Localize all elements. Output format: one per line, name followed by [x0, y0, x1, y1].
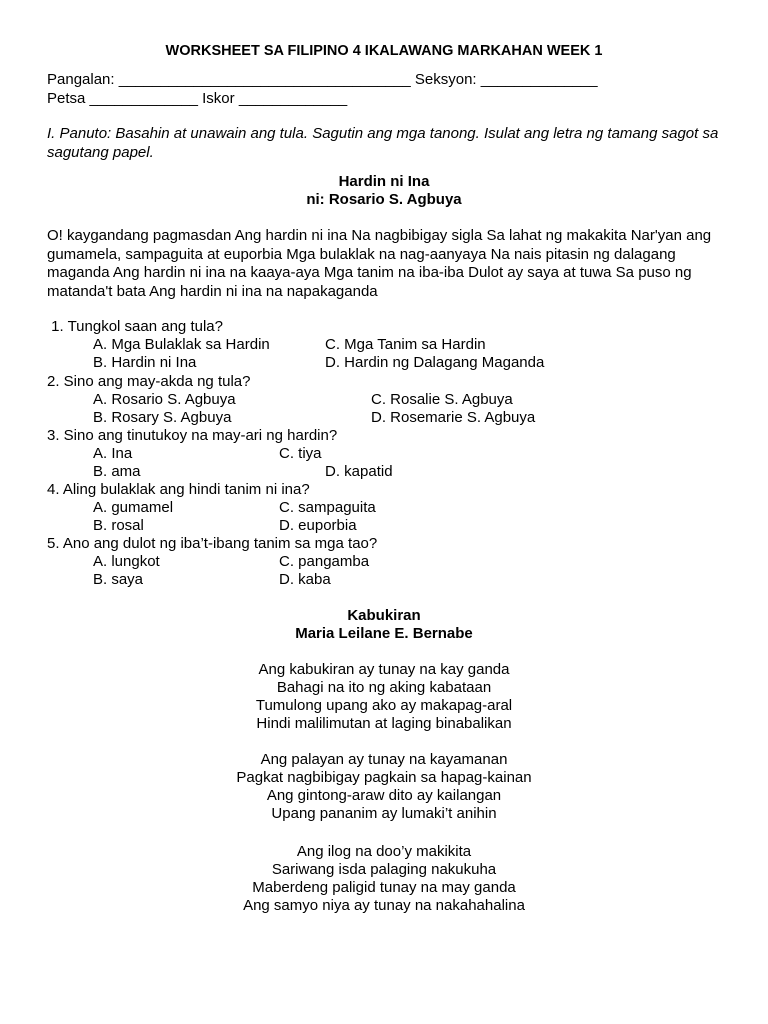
worksheet-title: WORKSHEET SA FILIPINO 4 IKALAWANG MARKAHAN WEEK 1	[165, 43, 603, 59]
q4-option-b: B. rosal	[93, 517, 144, 534]
poem2-line: Ang gintong-araw dito ay kailangan	[266, 787, 502, 804]
instructions: I. Panuto: Basahin at unawain ang tula. Sagutin ang mga tanong. Isulat ang letra ng tamang sagot sa sagutang papel.	[47, 125, 719, 161]
q4-option-c: C. sampaguita	[279, 499, 376, 516]
q5-option-d: D. kaba	[279, 571, 331, 588]
q3-option-c: C. tiya	[279, 445, 322, 462]
q5-option-b: B. saya	[93, 571, 144, 588]
q4-option-d: D. euporbia	[279, 517, 357, 534]
q4-option-a: A. gumamel	[93, 499, 174, 516]
poem2-line: Pagkat nagbibigay pagkain sa hapag-kainan	[236, 769, 532, 786]
poem2-line: Maberdeng paligid tunay na may ganda	[252, 879, 516, 896]
date-score-line: Petsa _____________ Iskor _____________	[47, 90, 348, 107]
poem2-line: Hindi malilimutan at laging binabalikan	[256, 715, 512, 732]
poem2-title: Kabukiran	[347, 607, 421, 624]
q2-option-b: B. Rosary S. Agbuya	[93, 409, 232, 426]
q3-option-a: A. Ina	[93, 445, 133, 462]
poem1-text: O! kaygandang pagmasdan Ang hardin ni ina Na nagbibigay sigla Sa lahat ng makakita Nar'yan ang gumamela, sampaguita at euporbia Mga bulaklak na nag-aanyaya Na nais pitasin ng dalagang maganda Ang hardin ni ina na kaaya-aya Mga tanim na iba-iba Dulot ay saya at tuwa Sa puso ng matanda't bata Ang hardin ni ina na napakaganda	[47, 227, 712, 300]
question-2: 2. Sino ang may-akda ng tula?	[47, 373, 251, 390]
poem1-author: ni: Rosario S. Agbuya	[306, 191, 462, 208]
q5-option-c: C. pangamba	[279, 553, 370, 570]
question-4: 4. Aling bulaklak ang hindi tanim ni ina?	[47, 481, 310, 498]
q5-option-a: A. lungkot	[93, 553, 160, 570]
poem2-line: Ang samyo niya ay tunay na nakahahalina	[243, 897, 525, 914]
question-1: 1. Tungkol saan ang tula?	[47, 318, 223, 335]
poem2-line: Sariwang isda palaging nakukuha	[271, 861, 497, 878]
poem2-line: Ang palayan ay tunay na kayamanan	[260, 751, 508, 768]
poem1-title: Hardin ni Ina	[338, 173, 430, 190]
name-section-line: Pangalan: ___________________________________ Seksyon: ______________	[47, 71, 598, 88]
q1-option-c: C. Mga Tanim sa Hardin	[325, 336, 486, 353]
question-3: 3. Sino ang tinutukoy na may-ari ng hardin?	[47, 427, 338, 444]
poem2-author: Maria Leilane E. Bernabe	[295, 625, 473, 642]
q3-option-b: B. ama	[93, 463, 141, 480]
poem2-line: Bahagi na ito ng aking kabataan	[276, 679, 492, 696]
q2-option-d: D. Rosemarie S. Agbuya	[371, 409, 536, 426]
poem2-line: Upang pananim ay lumaki’t anihin	[271, 805, 497, 822]
q1-option-a: A. Mga Bulaklak sa Hardin	[93, 336, 270, 353]
q3-option-d: D. kapatid	[325, 463, 393, 480]
q1-option-d: D. Hardin ng Dalagang Maganda	[325, 354, 545, 371]
question-5: 5. Ano ang dulot ng iba’t-ibang tanim sa mga tao?	[47, 535, 378, 552]
q2-option-a: A. Rosario S. Agbuya	[93, 391, 236, 408]
q2-option-c: C. Rosalie S. Agbuya	[371, 391, 513, 408]
poem2-line: Tumulong upang ako ay makapag-aral	[255, 697, 513, 714]
q1-option-b: B. Hardin ni Ina	[93, 354, 197, 371]
poem2-line: Ang kabukiran ay tunay na kay ganda	[258, 661, 510, 678]
poem2-line: Ang ilog na doo’y makikita	[296, 843, 472, 860]
